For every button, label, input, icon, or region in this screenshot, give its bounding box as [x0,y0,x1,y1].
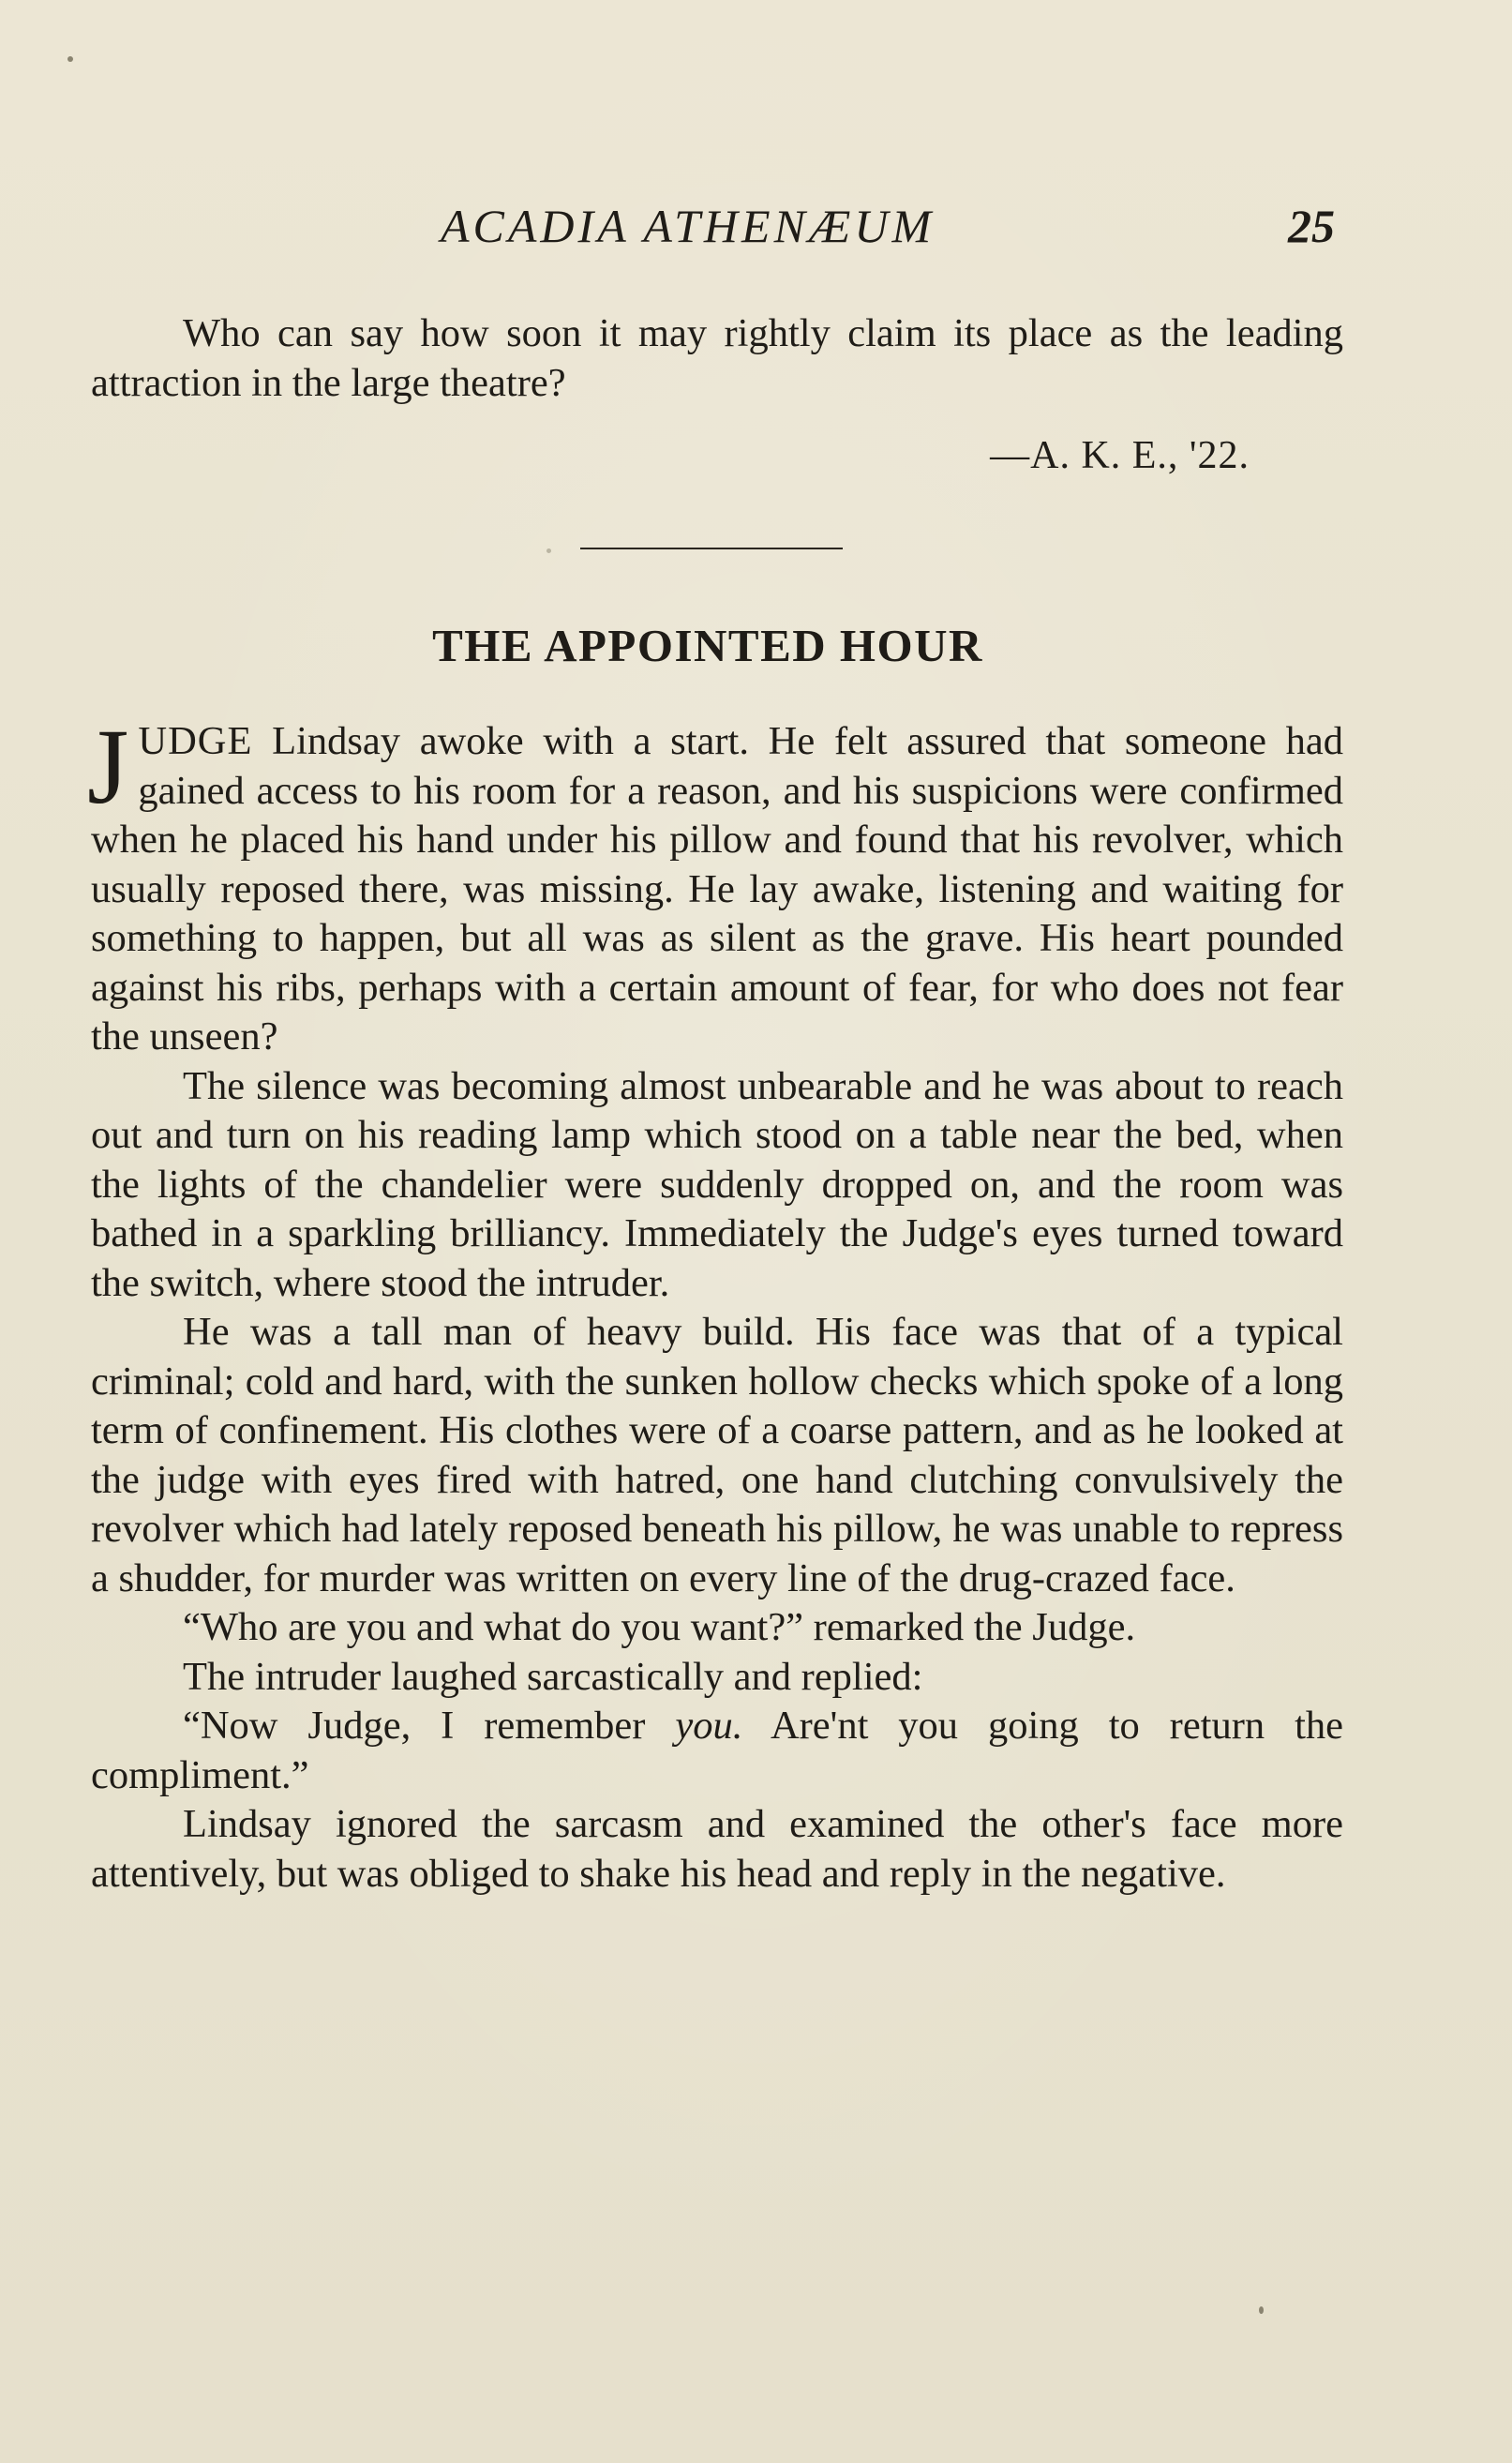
story-paragraph-4: “Who are you and what do you want?” remarked the Judge. [183,1605,1136,1649]
section-divider [580,548,843,549]
paragraph-1-text: Lindsay awoke with a start. He felt assured that someone had gained access to his room for a reason, and his suspicions were confirmed when he placed his hand under his pillow and found that his revolver, which usually reposed there, was missing. He lay awake, listening and waiting for something to happen, but all was as silent as the grave. His heart pounded against his ribs, perhaps with a certain amount of fear, for who does not fear the unseen? [91,719,1343,1059]
journal-title: ACADIA ATHENÆUM [441,200,936,252]
story-paragraph-1 [87,707,1343,1062]
previous-article-ending [91,309,1343,408]
story-paragraph-3: He was a tall man of heavy build. His face was that of a typical criminal; cold and hard, with the sunken hollow checks which spoke of a long term of confinement. His clothes were of a coarse pattern, and as he looked at the judge with eyes fired with hatred, one hand clutching convulsively the revolver which had lately reposed beneath his pillow, he was unable to repress a shudder, for murder was written on every line of the drug-crazed face. [91,1310,1343,1600]
dialogue-text-end: Are'nt you going to return the compliment.” [91,1704,1343,1797]
story-body [87,707,1343,1899]
emphasized-word: you. [675,1704,743,1748]
paper-speck [546,548,551,553]
story-paragraph-2: The silence was becoming almost unbearable and he was about to reach out and turn on his reading lamp which stood on a table near the bed, when the lights of the chandelier were suddenly dropped on, and the room was bathed in a sparkling brilliancy. Immediately the Judge's eyes turned toward the switch, where stood the intruder. [91,1063,1343,1305]
author-signature: —A. K. E., '22. [990,434,1250,477]
story-paragraph-5: The intruder laughed sarcastically and replied: [183,1654,923,1699]
paper-speck [1259,2306,1264,2314]
story-title: THE APPOINTED HOUR [432,620,983,671]
story-paragraph-6 [91,1702,1343,1800]
dialogue-text-start: “Now Judge, I remember [183,1704,676,1748]
opening-word: UDGE [138,719,253,763]
running-header [441,199,1340,261]
page-number: 25 [1288,200,1335,252]
closing-paragraph: Who can say how soon it may rightly claim its place as the leading attraction in the large theatre? [91,311,1343,405]
paper-speck [67,56,73,62]
drop-cap: J [87,707,129,826]
story-paragraph-7: Lindsay ignored the sarcasm and examined the other's face more attentively, but was obliged to shake his head and reply in the negative. [91,1802,1343,1896]
